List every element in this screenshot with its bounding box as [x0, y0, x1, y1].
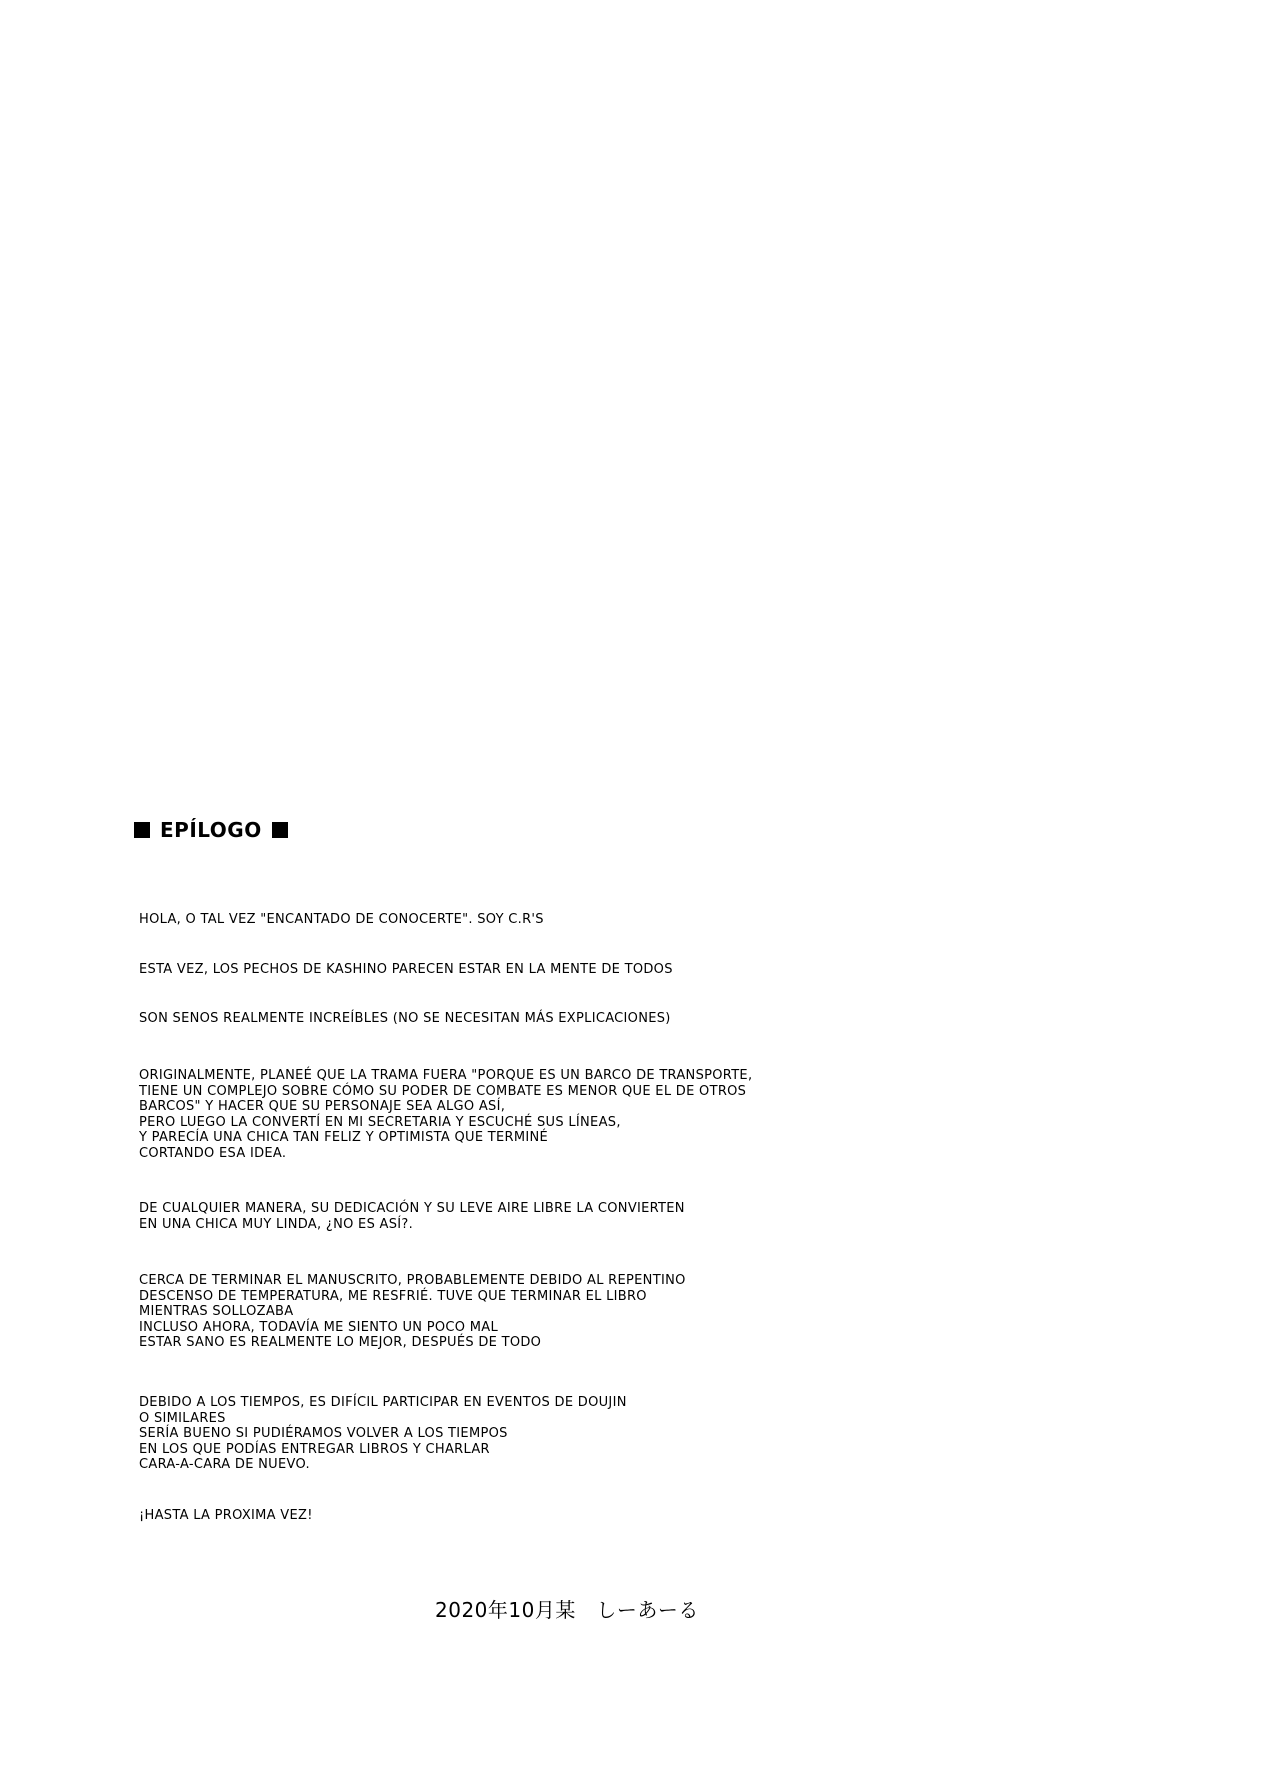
text-line: O SIMILARES — [139, 1410, 226, 1426]
text-line: ESTA VEZ, LOS PECHOS DE KASHINO PARECEN ESTAR EN LA MENTE DE TODOS — [139, 962, 673, 977]
text-line: EN UNA CHICA MUY LINDA, ¿NO ES ASÍ?. — [139, 1216, 414, 1232]
paragraph-dedication — [139, 1201, 685, 1232]
text-line: CERCA DE TERMINAR EL MANUSCRITO, PROBABLEMENTE DEBIDO AL REPENTINO — [139, 1273, 686, 1288]
text-line: CORTANDO ESA IDEA. — [139, 1145, 287, 1161]
text-line: MIENTRAS SOLLOZABA — [139, 1304, 294, 1319]
text-line: HOLA, O TAL VEZ "ENCANTADO DE CONOCERTE". SOY C.R'S — [139, 912, 544, 927]
paragraph-farewell — [139, 1508, 313, 1524]
text-line: SERÍA BUENO SI PUDIÉRAMOS VOLVER A LOS TIEMPOS — [139, 1426, 508, 1441]
text-line: DE CUALQUIER MANERA, SU DEDICACIÓN Y SU LEVE AIRE LIBRE LA CONVIERTEN — [139, 1201, 685, 1216]
paragraph-original-plan — [139, 1068, 752, 1161]
square-bullet-icon — [272, 822, 288, 838]
text-line: TIENE UN COMPLEJO SOBRE CÓMO SU PODER DE COMBATE ES MENOR QUE EL DE OTROS — [139, 1083, 747, 1099]
text-line: BARCOS" Y HACER QUE SU PERSONAJE SEA ALGO ASÍ, — [139, 1099, 506, 1114]
text-line: Y PARECÍA UNA CHICA TAN FELIZ Y OPTIMISTA QUE TERMINÉ — [139, 1130, 549, 1145]
text-line: PERO LUEGO LA CONVERTÍ EN MI SECRETARIA Y ESCUCHÉ SUS LÍNEAS, — [139, 1114, 621, 1130]
paragraph-greeting — [139, 912, 544, 928]
text-line: ORIGINALMENTE, PLANEÉ QUE LA TRAMA FUERA "PORQUE ES UN BARCO DE TRANSPORTE, — [139, 1068, 753, 1083]
text-line: ¡HASTA LA PROXIMA VEZ! — [139, 1508, 313, 1523]
text-line: SON SENOS REALMENTE INCREÍBLES (NO SE NECESITAN MÁS EXPLICACIONES) — [139, 1011, 671, 1026]
square-bullet-icon — [134, 822, 150, 838]
paragraph-kashino — [139, 962, 673, 978]
heading-text: EPÍLOGO — [160, 818, 262, 842]
signature-date: 2020年10月某 しーあーる — [435, 1598, 699, 1622]
paragraph-incredible — [139, 1011, 671, 1027]
text-line: CARA-A-CARA DE NUEVO. — [139, 1457, 310, 1472]
text-line: ESTAR SANO ES REALMENTE LO MEJOR, DESPUÉS DE TODO — [139, 1335, 542, 1350]
text-line: DESCENSO DE TEMPERATURA, ME RESFRIÉ. TUVE QUE TERMINAR EL LIBRO — [139, 1288, 647, 1304]
text-line: DEBIDO A LOS TIEMPOS, ES DIFÍCIL PARTICIPAR EN EVENTOS DE DOUJIN — [139, 1395, 627, 1410]
paragraph-events — [139, 1395, 627, 1473]
text-line: INCLUSO AHORA, TODAVÍA ME SIENTO UN POCO MAL — [139, 1319, 499, 1335]
epilogue-heading — [134, 818, 288, 842]
text-line: EN LOS QUE PODÍAS ENTREGAR LIBROS Y CHARLAR — [139, 1441, 490, 1457]
paragraph-manuscript — [139, 1273, 686, 1351]
